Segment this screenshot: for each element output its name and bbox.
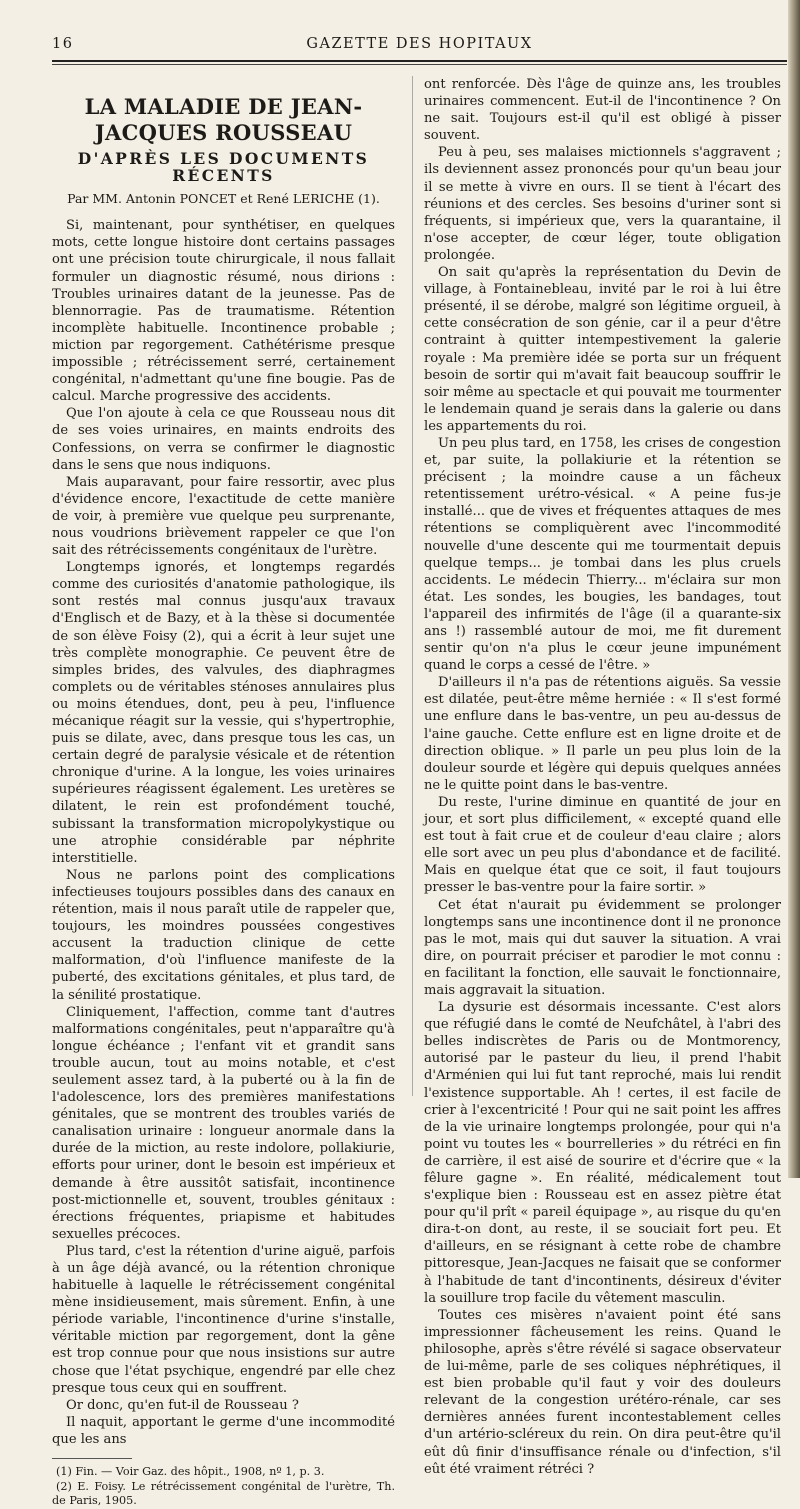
paragraph: D'ailleurs il n'a pas de rétentions aiguës. Sa vessie est dilatée, peut-être même herniée : « Il s'est formé une enflure dans le bas-ventre, un peu au-dessus de l'aine gauche. Cette enflure est en ligne droite et de direction oblique. » Il parle un peu plus loin de la douleur sourde et légère qui depuis quelques années ne le quitte point dans le bas-ventre. [424, 675, 781, 793]
paragraph: Toutes ces misères n'avaient point été sans impressionner fâcheusement les reins. Quand le philosophe, après s'être révélé si sagace observateur de lui-même, parle de ses coliques néphrétiques, il est bien probable qu'il faut y voir des douleurs relevant de la congestion urétéro-rénale, car ses dernières années furent incontestablement celles d'un artério-scléreux du rein. On dira peut-être qu'il eût dû finir d'insuffisance rénale ou d'infection, s'il eût été vraiment rétréci ? [424, 1307, 781, 1477]
paragraph: Cliniquement, l'affection, comme tant d'autres malformations congénitales, peut n'apparaître qu'à longue échéance ; l'enfant vit et grandit sans trouble aucun, tout au moins notable, et c'est seulement assez tard, à la puberté ou à la fin de l'adolescence, lors des premières manifestations génitales, que se montrent des troubles variés de canalisation urinaire : longueur anormale dans la durée de la miction, au reste indolore, pollakiurie, efforts pour uriner, dont le besoin est impérieux et demande à être aussitôt satisfait, incontinence post-mictionnelle et, souvent, troubles génitaux : érections fréquentes, priapisme et habitudes sexuelles précoces. [52, 1004, 395, 1242]
page-number: 16 [52, 36, 74, 52]
footnotes [52, 1465, 395, 1509]
paragraph: Cet état n'aurait pu évidemment se prolonger longtemps sans une incontinence dont il ne prononce pas le mot, mais qui dut sauver la situation. A vrai dire, on pourrait préciser et parodier le mot connu : en facilitant la fonction, elle sauvait le fonctionnaire, mais aggravait la situation. [424, 897, 781, 998]
paragraph: Du reste, l'urine diminue en quantité de jour en jour, et sort plus difficilement, « excepté quand elle est tout à fait crue et de couleur d'eau claire ; alors elle sort avec un peu plus d'abondance et de facilité. Mais en quelque état que ce soit, il faut toujours presser le bas-ventre pour la faire sortir. » [424, 794, 781, 896]
paragraph: Longtemps ignorés, et longtemps regardés comme des curiosités d'anatomie pathologique, ils sont restés mal connus jusqu'aux travaux d'Englisch et de Bazy, et à la thèse si documentée de son élève Foisy (2), qui a écrit à leur sujet une très complète monographie. Ce peuvent être de simples brides, des valvules, des diaphragmes complets ou de véritables sténoses annulaires plus ou moins étendues, dont, peu à peu, l'influence mécanique réagit sur la vessie, qui s'hypertrophie, puis se dilate, avec, dans presque tous les cas, un certain degré de paralysie vésicale et de rétention chronique d'urine. A la longue, les voies urinaires supérieures réagissent également. Les uretères se dilatent, le rein est profondément touché, subissant la transformation micropolykystique ou une atrophie considérable par néphrite interstitielle. [52, 560, 395, 866]
paragraph: Mais auparavant, pour faire ressortir, avec plus d'évidence encore, l'exactitude de cette manière de voir, à première vue quelque peu surprenante, nous voudrions brièvement rappeler ce que l'on sait des rétrécissements congénitaux de l'urètre. [52, 474, 395, 559]
paragraph: Si, maintenant, pour synthétiser, en quelques mots, cette longue histoire dont certains passages ont une précision toute chirurgicale, il nous fallait formuler un diagnostic résumé, nous dirions : Troubles urinaires datant de la jeunesse. Pas de blennorragie. Pas de traumatisme. Rétention incomplète habituelle. Incontinence probable ; miction par regorgement. Cathétérisme presque impossible ; rétrécissement serré, certainement congénital, n'admettant qu'une fine bougie. Pas de calcul. Marche progressive des accidents. [52, 218, 395, 405]
paragraph: On sait qu'après la représentation du Devin de village, à Fontainebleau, invité par le roi à lui être présenté, il se dérobe, malgré son légitime orgueil, à cette consécration de son génie, car il a peur d'être contraint à quitter intempestivement la galerie royale : Ma première idée se porta sur un fréquent besoin de sortir qui m'avait fait beaucoup souffrir le soir même au spectacle et qui pouvait me tourmenter le lendemain quand je serais dans la galerie ou dans les appartements du roi. [424, 265, 781, 434]
paragraph: Il naquit, apportant le germe d'une incommodité que les ans [52, 1414, 395, 1447]
running-head: GAZETTE DES HOPITAUX [306, 36, 533, 52]
left-column [52, 76, 395, 1509]
article-title: LA MALADIE DE JEAN-JACQUES ROUSSEAU [84, 94, 363, 145]
paragraph: Plus tard, c'est la rétention d'urine aiguë, parfois à un âge déjà avancé, ou la rétention chronique habituelle à laquelle le rétrécissement congénital mène insidieusement, mais sûrement. Enfin, à une période variable, l'incontinence d'urine s'installe, véritable miction par regorgement, dont la gêne est trop connue pour que nous insistions sur autre chose que l'état psychique, engendré par elle chez presque tous ceux qui en souffrent. [52, 1243, 395, 1396]
right-column [424, 76, 781, 1478]
paragraph: Peu à peu, ses malaises mictionnels s'aggravent ; ils deviennent assez prononcés pour qu'un beau jour il se mette à vivre en ours. Il se tient à l'écart des réunions et des cercles. Ses besoins d'uriner sont si fréquents, si impérieux que, vers la quarantaine, il n'ose accepter, de cœur léger, toute obligation prolongée. [424, 145, 781, 263]
article-subtitle: D'APRÈS LES DOCUMENTS RÉCENTS [77, 149, 370, 186]
paragraph: Que l'on ajoute à cela ce que Rousseau nous dit de ses voies urinaires, en maints endroits des Confessions, on verra se confirmer le diagnostic dans le sens que nous indiquons. [52, 406, 395, 473]
page-header [52, 36, 787, 56]
paragraph: Nous ne parlons point des complications infectieuses toujours possibles dans des canaux en rétention, mais il nous paraît utile de rappeler que, toujours, les moindres poussées congestives accusent la traduction clinique de cette malformation, d'où l'influence manifeste de la puberté, des excitations génitales, et plus tard, de la sénilité prostatique. [52, 867, 395, 1003]
header-rule-thin [52, 64, 787, 65]
paragraph: Un peu plus tard, en 1758, les crises de congestion et, par suite, la pollakiurie et la rétention se précisent ; la moindre cause a un fâcheux retentissement urétro-vésical. « A peine fus-je installé... que de vives et fréquentes attaques de mes rétentions se compliquèrent avec l'incommodité nouvelle d'une descente qui me tourmentait depuis quelque temps... je tombai dans les plus cruels accidents. Le médecin Thierry... m'éclaira sur mon état. Les sondes, les bougies, les bandages, tout l'appareil des infirmités de l'âge (il a quarante-six ans !) rassemblé autour de moi, me fit durement sentir qu'on n'a plus le cœur jeune impunément quand le corps a cessé de l'être. » [424, 435, 781, 674]
header-rule-thick [52, 60, 787, 62]
page-edge [788, 0, 800, 1178]
column-divider [412, 76, 413, 1096]
footnote: (1) Fin. — Voir Gaz. des hôpit., 1908, nº 1, p. 3. [56, 1465, 325, 1479]
paragraph: Or donc, qu'en fut-il de Rousseau ? [66, 1397, 299, 1413]
footnote-rule [52, 1458, 132, 1459]
paragraph: ont renforcée. Dès l'âge de quinze ans, les troubles urinaires commencent. Eut-il de l'incontinence ? On ne sait. Toujours est-il qu'il est obligé à pisser souvent. [424, 77, 781, 144]
paragraph: La dysurie est désormais incessante. C'est alors que réfugié dans le comté de Neufchâtel, à l'abri des belles indiscrètes de Paris ou de Montmorency, autorisé par le pasteur du lieu, il prend l'habit d'Arménien qui lui fut tant reproché, mais lui rendit l'existence supportable. Ah ! certes, il est facile de crier à l'excentricité ! Pour qui ne sait point les affres de la vie urinaire longtemps prolongée, pour qui n'a point vu toutes les « bourrelleries » du rétréci en fin de carrière, il est aisé de sourire et d'écrire que « la fêlure gagne ». En réalité, médicalement tout s'explique bien : Rousseau est en assez piètre état pour qu'il prît « pareil équipage », au risque du qu'en dira-t-on dont, au reste, il se souciait fort peu. Et d'ailleurs, en se résignant à cette robe de chambre pittoresque, Jean-Jacques ne faisait que se conformer à l'habitude de tant d'incontinents, désireux d'éviter la souillure trop facile du vêtement masculin. [424, 1000, 781, 1306]
article-byline: Par MM. Antonin PONCET et René LERICHE (1). [67, 191, 380, 207]
footnote: (2) E. Foisy. Le rétrécissement congénital de l'urètre, Th. de Paris, 1905. [52, 1479, 395, 1508]
